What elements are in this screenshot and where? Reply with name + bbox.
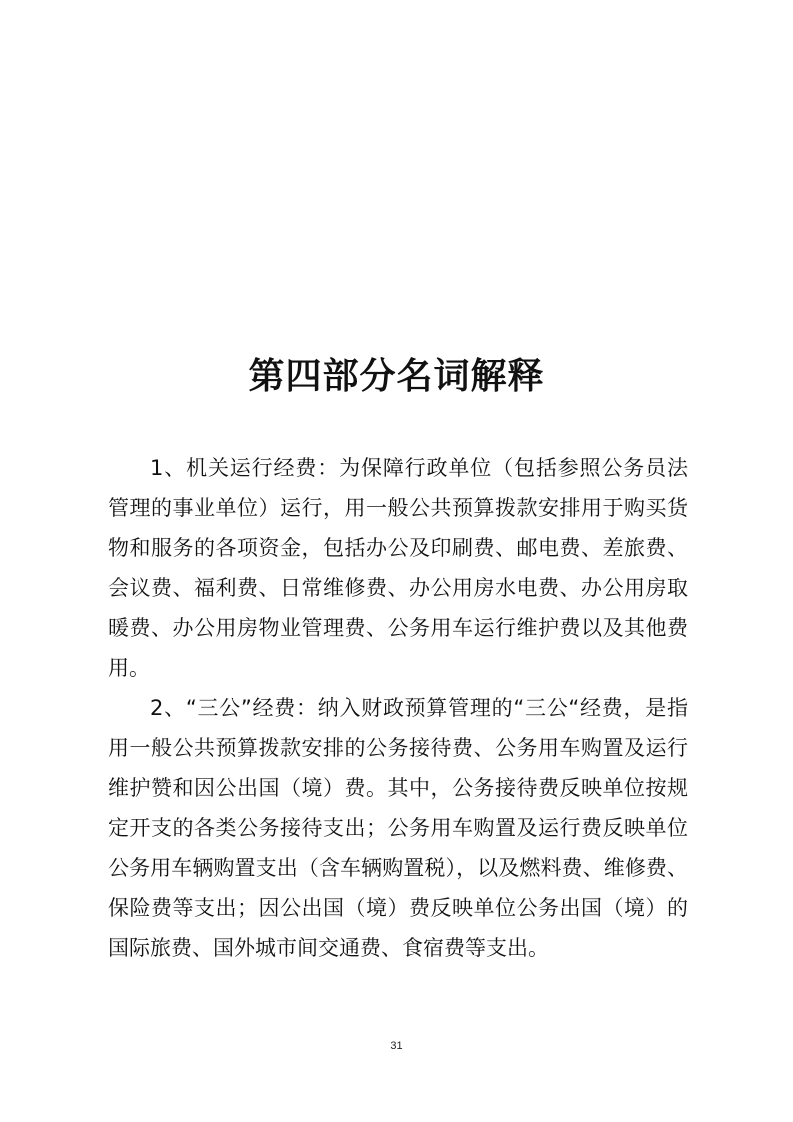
page-title: 第四部分名词解释 — [248, 355, 545, 397]
body-text — [108, 448, 688, 968]
paragraph-three-public-expenses: 2、“三公”经费：纳入财政预算管理的“三公“经费，是指用一般公共预算拨款安排的公务接待费、公务用车购置及运行维护赞和因公出国（境）费。其中，公务接待费反映单位按规定开支的各类公务接待支出；公务用车购置及运行费反映单位公务用车辆购置支出（含车辆购置税），以及燃料费、维修费、保险费等支出；因公出国（境）费反映单位公务出国（境）的国际旅费、国外城市间交通费、食宿费等支出。 — [108, 696, 688, 960]
paragraph-operating-expenses: 1、机关运行经费：为保障行政单位（包括参照公务员法管理的事业单位）运行，用一般公共预算拨款安排用于购买货物和服务的各项资金，包括办公及印刷费、邮电费、差旅费、会议费、福利费、日常维修费、办公用房水电费、办公用房取暖费、办公用房物业管理费、公务用车运行维护费以及其他费用。 — [108, 456, 688, 680]
page-number: 31 — [390, 1040, 403, 1052]
